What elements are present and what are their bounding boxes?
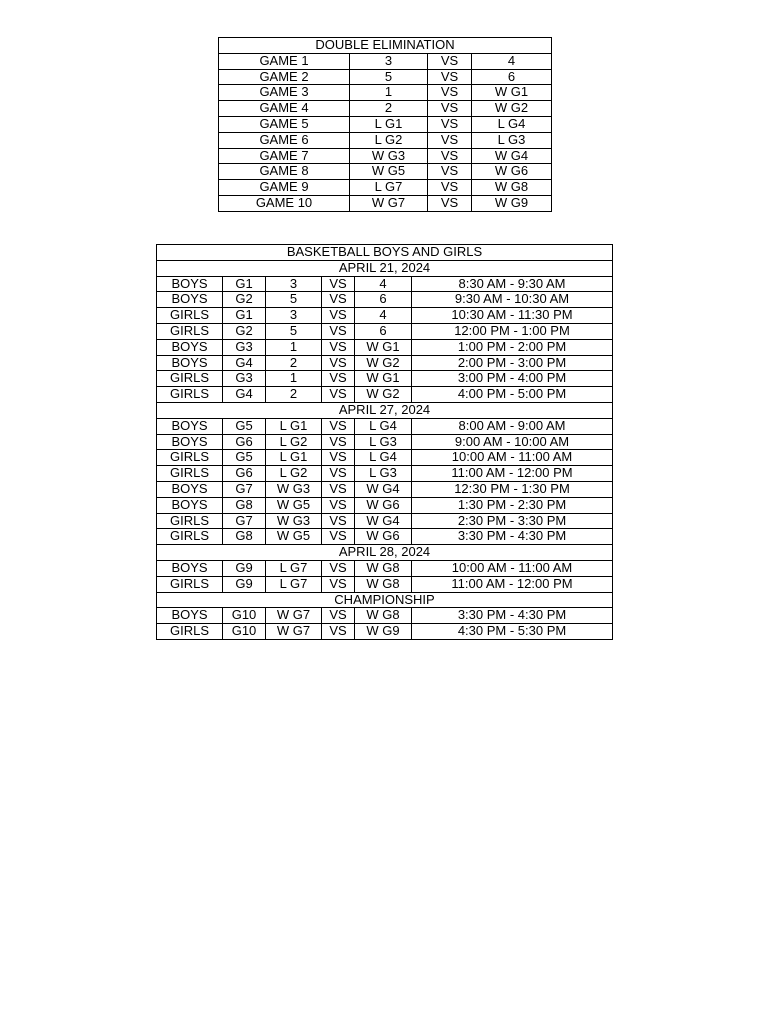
schedule-row [157, 481, 613, 497]
schedule-title: BASKETBALL BOYS AND GIRLS [157, 245, 613, 261]
schedule-cell-time: 1:30 PM - 2:30 PM [412, 497, 613, 513]
schedule-cell-division: BOYS [157, 560, 223, 576]
schedule-row [157, 466, 613, 482]
schedule-cell-team-b: W G6 [355, 497, 412, 513]
schedule-cell-vs-label: VS [322, 323, 355, 339]
schedule-title-row [157, 245, 613, 261]
elimination-cell-vs-label: VS [428, 195, 472, 211]
elimination-cell-game-label: GAME 1 [219, 53, 350, 69]
elimination-cell-team-a: 1 [350, 85, 428, 101]
schedule-cell-game: G2 [223, 323, 266, 339]
schedule-cell-team-a: W G5 [266, 529, 322, 545]
schedule-cell-team-b: W G2 [355, 387, 412, 403]
schedule-cell-vs-label: VS [322, 497, 355, 513]
schedule-section-heading: APRIL 28, 2024 [157, 545, 613, 561]
schedule-cell-vs-label: VS [322, 387, 355, 403]
schedule-section-heading-row [157, 402, 613, 418]
schedule-cell-team-a: 1 [266, 339, 322, 355]
schedule-cell-game: G9 [223, 576, 266, 592]
schedule-cell-team-a: W G5 [266, 497, 322, 513]
schedule-cell-division: GIRLS [157, 323, 223, 339]
schedule-cell-division: GIRLS [157, 513, 223, 529]
schedule-cell-vs-label: VS [322, 418, 355, 434]
elimination-cell-team-a: W G3 [350, 148, 428, 164]
elimination-cell-team-b: W G6 [472, 164, 552, 180]
schedule-row [157, 292, 613, 308]
schedule-section-heading: CHAMPIONSHIP [157, 592, 613, 608]
schedule-cell-team-a: L G7 [266, 560, 322, 576]
schedule-cell-game: G1 [223, 308, 266, 324]
schedule-section-heading: APRIL 21, 2024 [157, 260, 613, 276]
elimination-cell-game-label: GAME 8 [219, 164, 350, 180]
schedule-cell-team-b: L G4 [355, 418, 412, 434]
elimination-cell-game-label: GAME 3 [219, 85, 350, 101]
elimination-cell-vs-label: VS [428, 164, 472, 180]
elimination-cell-vs-label: VS [428, 85, 472, 101]
schedule-cell-division: BOYS [157, 434, 223, 450]
schedule-cell-time: 9:00 AM - 10:00 AM [412, 434, 613, 450]
schedule-cell-team-a: W G7 [266, 608, 322, 624]
elimination-row [219, 195, 552, 211]
schedule-row [157, 339, 613, 355]
schedule-cell-vs-label: VS [322, 276, 355, 292]
elimination-cell-team-b: L G4 [472, 116, 552, 132]
schedule-cell-vs-label: VS [322, 481, 355, 497]
elimination-cell-team-a: 2 [350, 101, 428, 117]
schedule-cell-team-b: W G4 [355, 481, 412, 497]
elimination-cell-team-b: L G3 [472, 132, 552, 148]
elimination-cell-vs-label: VS [428, 132, 472, 148]
schedule-cell-team-a: 5 [266, 292, 322, 308]
schedule-cell-time: 9:30 AM - 10:30 AM [412, 292, 613, 308]
schedule-cell-vs-label: VS [322, 292, 355, 308]
schedule-row [157, 529, 613, 545]
schedule-section-heading: APRIL 27, 2024 [157, 402, 613, 418]
schedule-cell-vs-label: VS [322, 560, 355, 576]
elimination-cell-team-a: 5 [350, 69, 428, 85]
schedule-cell-team-b: W G9 [355, 624, 412, 640]
schedule-cell-vs-label: VS [322, 450, 355, 466]
schedule-cell-game: G2 [223, 292, 266, 308]
schedule-cell-division: GIRLS [157, 308, 223, 324]
schedule-row [157, 276, 613, 292]
schedule-cell-vs-label: VS [322, 608, 355, 624]
schedule-cell-time: 12:30 PM - 1:30 PM [412, 481, 613, 497]
elimination-cell-vs-label: VS [428, 180, 472, 196]
schedule-cell-team-a: 2 [266, 355, 322, 371]
elimination-cell-team-b: W G9 [472, 195, 552, 211]
schedule-cell-game: G5 [223, 450, 266, 466]
schedule-cell-time: 11:00 AM - 12:00 PM [412, 466, 613, 482]
schedule-cell-game: G7 [223, 481, 266, 497]
elimination-title: DOUBLE ELIMINATION [219, 38, 552, 54]
schedule-cell-time: 10:30 AM - 11:30 PM [412, 308, 613, 324]
schedule-cell-team-b: L G4 [355, 450, 412, 466]
elimination-cell-game-label: GAME 5 [219, 116, 350, 132]
schedule-cell-team-b: W G1 [355, 371, 412, 387]
schedule-cell-time: 3:30 PM - 4:30 PM [412, 529, 613, 545]
elimination-cell-game-label: GAME 10 [219, 195, 350, 211]
schedule-cell-division: GIRLS [157, 371, 223, 387]
schedule-row [157, 608, 613, 624]
elimination-cell-game-label: GAME 7 [219, 148, 350, 164]
schedule-cell-game: G8 [223, 529, 266, 545]
elimination-cell-team-b: W G8 [472, 180, 552, 196]
schedule-row [157, 434, 613, 450]
elimination-cell-team-b: W G1 [472, 85, 552, 101]
schedule-cell-game: G7 [223, 513, 266, 529]
schedule-cell-vs-label: VS [322, 624, 355, 640]
schedule-cell-time: 10:00 AM - 11:00 AM [412, 560, 613, 576]
schedule-cell-game: G5 [223, 418, 266, 434]
schedule-cell-team-b: W G8 [355, 576, 412, 592]
schedule-cell-time: 2:00 PM - 3:00 PM [412, 355, 613, 371]
schedule-cell-team-a: W G7 [266, 624, 322, 640]
schedule-cell-division: BOYS [157, 418, 223, 434]
elimination-row [219, 180, 552, 196]
schedule-cell-team-b: 6 [355, 323, 412, 339]
schedule-cell-team-b: W G2 [355, 355, 412, 371]
elimination-cell-game-label: GAME 9 [219, 180, 350, 196]
schedule-cell-vs-label: VS [322, 513, 355, 529]
schedule-cell-division: BOYS [157, 339, 223, 355]
elimination-cell-team-b: 6 [472, 69, 552, 85]
schedule-cell-time: 11:00 AM - 12:00 PM [412, 576, 613, 592]
schedule-section-heading-row [157, 260, 613, 276]
elimination-row [219, 148, 552, 164]
schedule-cell-team-b: 4 [355, 276, 412, 292]
schedule-row [157, 624, 613, 640]
schedule-row [157, 497, 613, 513]
schedule-cell-team-b: 4 [355, 308, 412, 324]
elimination-row [219, 69, 552, 85]
elimination-cell-team-a: W G7 [350, 195, 428, 211]
elimination-cell-game-label: GAME 6 [219, 132, 350, 148]
schedule-section-heading-row [157, 545, 613, 561]
elimination-row [219, 85, 552, 101]
schedule-row [157, 560, 613, 576]
schedule-cell-team-b: W G4 [355, 513, 412, 529]
schedule-cell-vs-label: VS [322, 371, 355, 387]
schedule-cell-team-a: W G3 [266, 513, 322, 529]
elimination-row [219, 132, 552, 148]
elimination-cell-team-b: W G2 [472, 101, 552, 117]
schedule-cell-team-a: 3 [266, 308, 322, 324]
schedule-cell-time: 4:30 PM - 5:30 PM [412, 624, 613, 640]
elimination-cell-team-a: L G7 [350, 180, 428, 196]
elimination-title-row [219, 38, 552, 54]
schedule-cell-division: BOYS [157, 276, 223, 292]
elimination-cell-team-a: W G5 [350, 164, 428, 180]
schedule-cell-team-b: 6 [355, 292, 412, 308]
schedule-row [157, 387, 613, 403]
schedule-cell-vs-label: VS [322, 529, 355, 545]
schedule-cell-vs-label: VS [322, 308, 355, 324]
schedule-cell-team-a: L G2 [266, 466, 322, 482]
elimination-cell-vs-label: VS [428, 116, 472, 132]
schedule-cell-team-b: L G3 [355, 466, 412, 482]
elimination-row [219, 164, 552, 180]
schedule-row [157, 355, 613, 371]
schedule-cell-game: G9 [223, 560, 266, 576]
schedule-cell-game: G1 [223, 276, 266, 292]
schedule-cell-time: 8:30 AM - 9:30 AM [412, 276, 613, 292]
schedule-cell-game: G6 [223, 434, 266, 450]
schedule-cell-division: BOYS [157, 355, 223, 371]
schedule-cell-game: G10 [223, 624, 266, 640]
elimination-cell-vs-label: VS [428, 53, 472, 69]
schedule-cell-team-a: 1 [266, 371, 322, 387]
schedule-section-heading-row [157, 592, 613, 608]
schedule-cell-team-a: 2 [266, 387, 322, 403]
schedule-cell-team-a: W G3 [266, 481, 322, 497]
elimination-cell-vs-label: VS [428, 69, 472, 85]
schedule-cell-time: 3:30 PM - 4:30 PM [412, 608, 613, 624]
basketball-schedule-table [156, 244, 613, 640]
schedule-cell-time: 3:00 PM - 4:00 PM [412, 371, 613, 387]
schedule-cell-vs-label: VS [322, 466, 355, 482]
schedule-cell-game: G4 [223, 355, 266, 371]
schedule-cell-time: 2:30 PM - 3:30 PM [412, 513, 613, 529]
schedule-cell-vs-label: VS [322, 576, 355, 592]
schedule-cell-vs-label: VS [322, 355, 355, 371]
schedule-cell-game: G3 [223, 339, 266, 355]
elimination-cell-vs-label: VS [428, 148, 472, 164]
elimination-cell-team-a: L G1 [350, 116, 428, 132]
schedule-cell-time: 1:00 PM - 2:00 PM [412, 339, 613, 355]
schedule-row [157, 371, 613, 387]
schedule-cell-team-a: 3 [266, 276, 322, 292]
elimination-row [219, 116, 552, 132]
schedule-cell-division: GIRLS [157, 466, 223, 482]
schedule-cell-division: GIRLS [157, 576, 223, 592]
double-elimination-table [218, 37, 552, 212]
schedule-row [157, 323, 613, 339]
elimination-cell-vs-label: VS [428, 101, 472, 117]
schedule-cell-division: BOYS [157, 497, 223, 513]
schedule-cell-team-a: L G2 [266, 434, 322, 450]
schedule-cell-time: 4:00 PM - 5:00 PM [412, 387, 613, 403]
schedule-cell-division: GIRLS [157, 450, 223, 466]
schedule-cell-division: BOYS [157, 481, 223, 497]
schedule-cell-time: 12:00 PM - 1:00 PM [412, 323, 613, 339]
schedule-row [157, 513, 613, 529]
schedule-cell-division: BOYS [157, 608, 223, 624]
elimination-row [219, 53, 552, 69]
schedule-row [157, 418, 613, 434]
schedule-cell-time: 10:00 AM - 11:00 AM [412, 450, 613, 466]
schedule-cell-game: G8 [223, 497, 266, 513]
elimination-cell-team-b: 4 [472, 53, 552, 69]
schedule-row [157, 308, 613, 324]
elimination-cell-team-a: 3 [350, 53, 428, 69]
elimination-cell-game-label: GAME 4 [219, 101, 350, 117]
elimination-cell-game-label: GAME 2 [219, 69, 350, 85]
schedule-cell-game: G6 [223, 466, 266, 482]
schedule-row [157, 576, 613, 592]
schedule-cell-division: GIRLS [157, 529, 223, 545]
elimination-cell-team-b: W G4 [472, 148, 552, 164]
schedule-cell-team-b: W G1 [355, 339, 412, 355]
schedule-cell-team-a: 5 [266, 323, 322, 339]
schedule-cell-team-a: L G1 [266, 450, 322, 466]
schedule-cell-team-b: W G8 [355, 608, 412, 624]
schedule-cell-vs-label: VS [322, 434, 355, 450]
elimination-cell-team-a: L G2 [350, 132, 428, 148]
schedule-cell-team-b: W G6 [355, 529, 412, 545]
schedule-cell-game: G10 [223, 608, 266, 624]
schedule-cell-team-b: L G3 [355, 434, 412, 450]
schedule-cell-team-b: W G8 [355, 560, 412, 576]
schedule-cell-game: G4 [223, 387, 266, 403]
schedule-cell-division: GIRLS [157, 624, 223, 640]
schedule-cell-division: GIRLS [157, 387, 223, 403]
schedule-cell-team-a: L G7 [266, 576, 322, 592]
schedule-cell-team-a: L G1 [266, 418, 322, 434]
schedule-cell-time: 8:00 AM - 9:00 AM [412, 418, 613, 434]
schedule-cell-game: G3 [223, 371, 266, 387]
schedule-cell-vs-label: VS [322, 339, 355, 355]
elimination-row [219, 101, 552, 117]
schedule-cell-division: BOYS [157, 292, 223, 308]
schedule-row [157, 450, 613, 466]
